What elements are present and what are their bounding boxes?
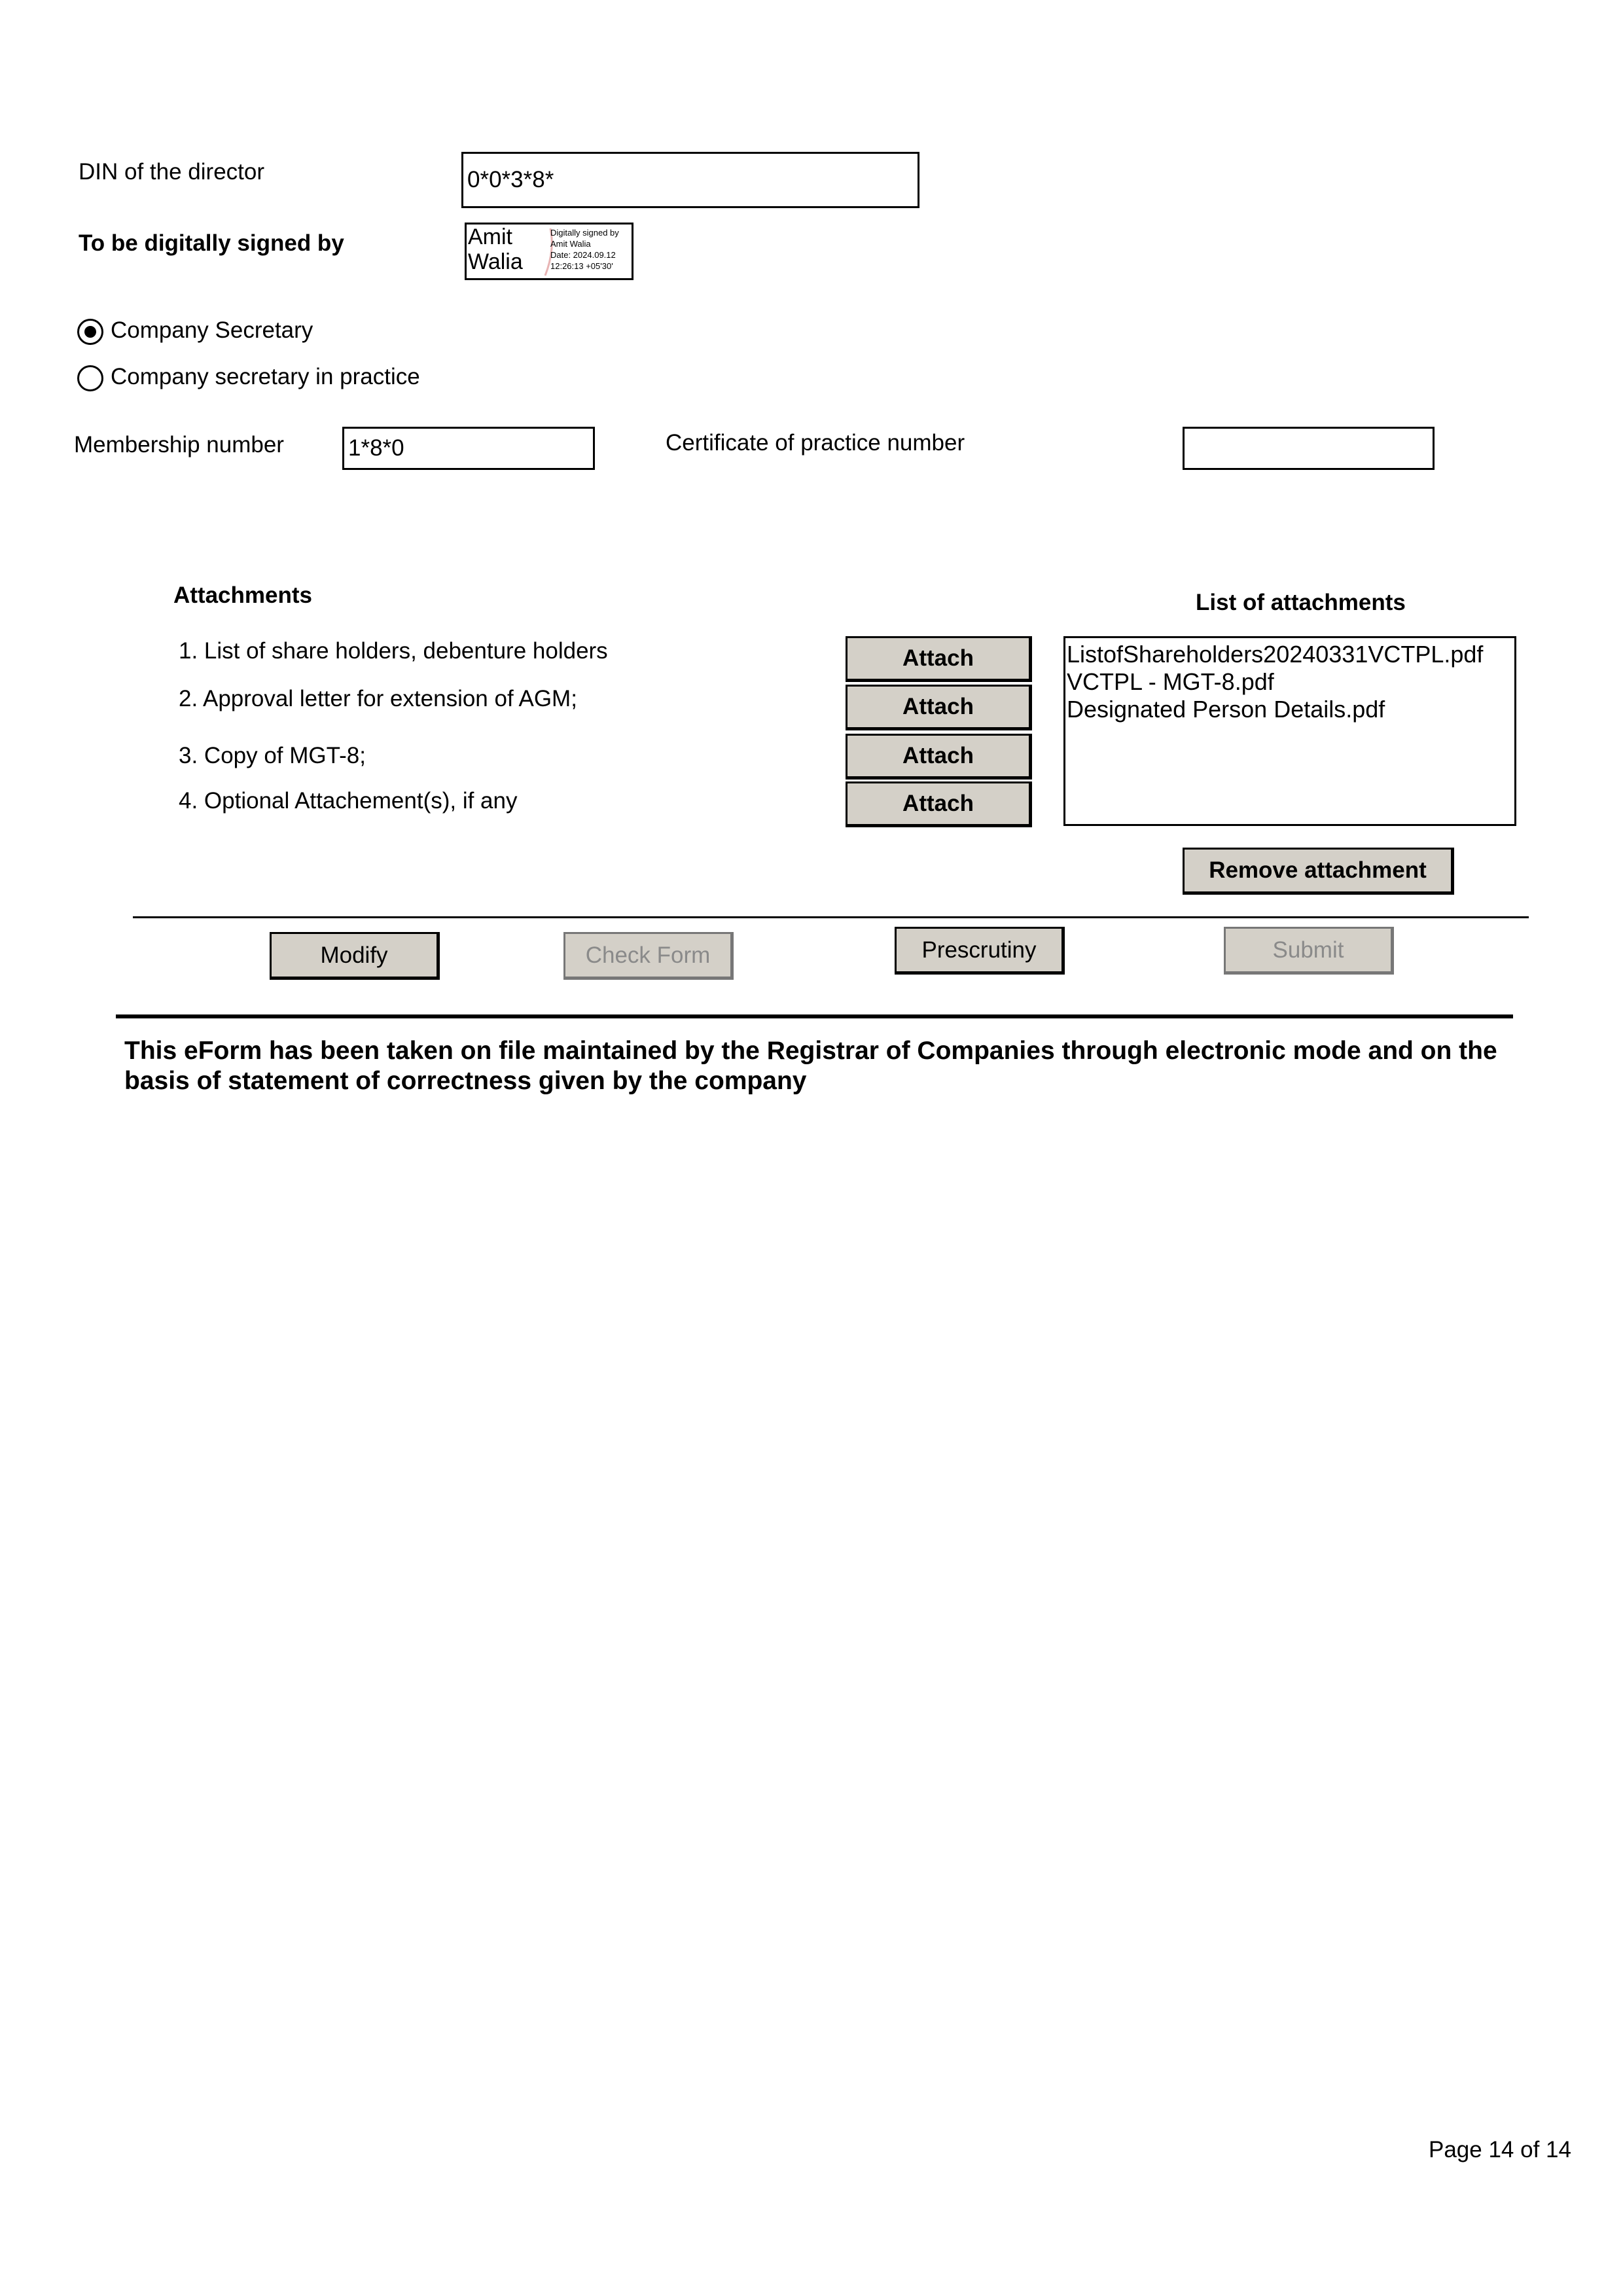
attach-button-shareholders[interactable]: Attach xyxy=(846,636,1032,682)
list-of-attachments-heading: List of attachments xyxy=(1196,590,1406,615)
radio-selected-dot xyxy=(84,326,96,338)
attachments-listbox[interactable] xyxy=(1063,636,1516,826)
attach-button-agm-extension[interactable]: Attach xyxy=(846,685,1032,730)
attach-button-optional[interactable]: Attach xyxy=(846,781,1032,827)
signature-detail-line2: Amit Walia xyxy=(550,239,591,249)
attach-button-mgt8[interactable]: Attach xyxy=(846,734,1032,780)
modify-button[interactable]: Modify xyxy=(270,932,440,980)
radio-company-secretary-in-practice-label: Company secretary in practice xyxy=(111,364,420,389)
attachment-item-mgt8-label: 3. Copy of MGT-8; xyxy=(179,743,366,768)
membership-number-input[interactable]: 1*8*0 xyxy=(342,427,595,470)
attachment-file-item[interactable]: Designated Person Details.pdf xyxy=(1067,696,1385,723)
attachment-item-optional-label: 4. Optional Attachement(s), if any xyxy=(179,788,518,814)
certificate-of-practice-label: Certificate of practice number xyxy=(666,430,965,456)
membership-number-label: Membership number xyxy=(74,432,284,457)
remove-attachment-button[interactable]: Remove attachment xyxy=(1183,848,1454,895)
signed-by-label: To be digitally signed by xyxy=(79,230,344,256)
attachment-file-item[interactable]: VCTPL - MGT-8.pdf xyxy=(1067,668,1274,695)
attachment-item-agm-extension-label: 2. Approval letter for extension of AGM; xyxy=(179,686,577,711)
page-number: Page 14 of 14 xyxy=(1429,2137,1571,2162)
signature-detail-line1: Digitally signed by xyxy=(550,228,619,238)
attachments-heading: Attachments xyxy=(173,583,312,608)
din-label: DIN of the director xyxy=(79,159,264,185)
signature-name-line2: Walia xyxy=(468,249,523,274)
signature-name-line1: Amit xyxy=(468,224,512,249)
signature-detail-line3: Date: 2024.09.12 xyxy=(550,250,616,260)
radio-company-secretary-label: Company Secretary xyxy=(111,317,313,343)
din-input[interactable]: 0*0*3*8* xyxy=(461,152,919,208)
registrar-statement: This eForm has been taken on file maintained by the Registrar of Companies through electronic mode and on the basis of statement of correctness given by the company xyxy=(124,1037,1497,1095)
radio-company-secretary[interactable] xyxy=(77,319,103,345)
certificate-of-practice-input[interactable] xyxy=(1183,427,1435,470)
footer-divider xyxy=(116,1014,1513,1018)
attachment-file-item[interactable]: ListofShareholders20240331VCTPL.pdf xyxy=(1067,641,1484,668)
prescrutiny-button[interactable]: Prescrutiny xyxy=(895,927,1065,975)
signature-detail-line4: 12:26:13 +05'30' xyxy=(550,261,613,271)
digital-signature xyxy=(465,223,633,280)
radio-company-secretary-in-practice[interactable] xyxy=(77,365,103,391)
check-form-button[interactable]: Check Form xyxy=(563,932,734,980)
attachment-item-shareholders-label: 1. List of share holders, debenture holders xyxy=(179,638,608,664)
section-divider xyxy=(133,916,1529,918)
submit-button[interactable]: Submit xyxy=(1224,927,1394,975)
